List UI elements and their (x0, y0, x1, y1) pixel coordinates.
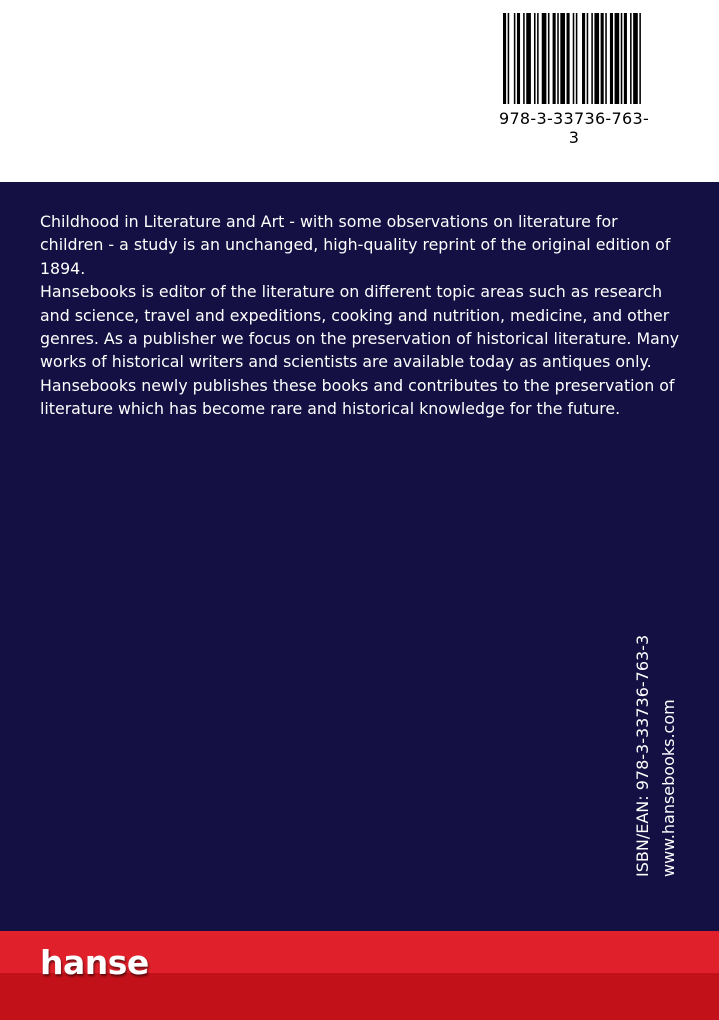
description-panel (0, 182, 719, 931)
website-text: www.hansebooks.com (659, 699, 678, 877)
description-paragraph-1: Childhood in Literature and Art - with some observations on literature for children - a study is an unchanged, high-quality reprint of the original edition of 1894. (40, 212, 671, 278)
barcode-image (503, 13, 644, 104)
book-description (40, 210, 680, 421)
footer-bar (0, 931, 719, 1020)
vertical-info (630, 627, 682, 877)
hanse-logo: hanse (40, 943, 149, 982)
isbn-text: ISBN/EAN: 978-3-33736-763-3 (633, 634, 652, 877)
description-paragraph-2: Hansebooks is editor of the literature on different topic areas such as research and science, travel and expeditions, cooking and nutrition, medicine, and other genres. As a publisher we focus on the preservation of historical literature. Many works of historical writers and scientists are available today as antiques only. Hansebooks newly publishes these books and contributes to the preservation of literature which has become rare and historical knowledge for the future. (40, 282, 680, 419)
barcode-area (0, 0, 719, 182)
barcode-number: 978-3-33736-763-3 (498, 109, 650, 147)
barcode-bars (503, 13, 644, 104)
